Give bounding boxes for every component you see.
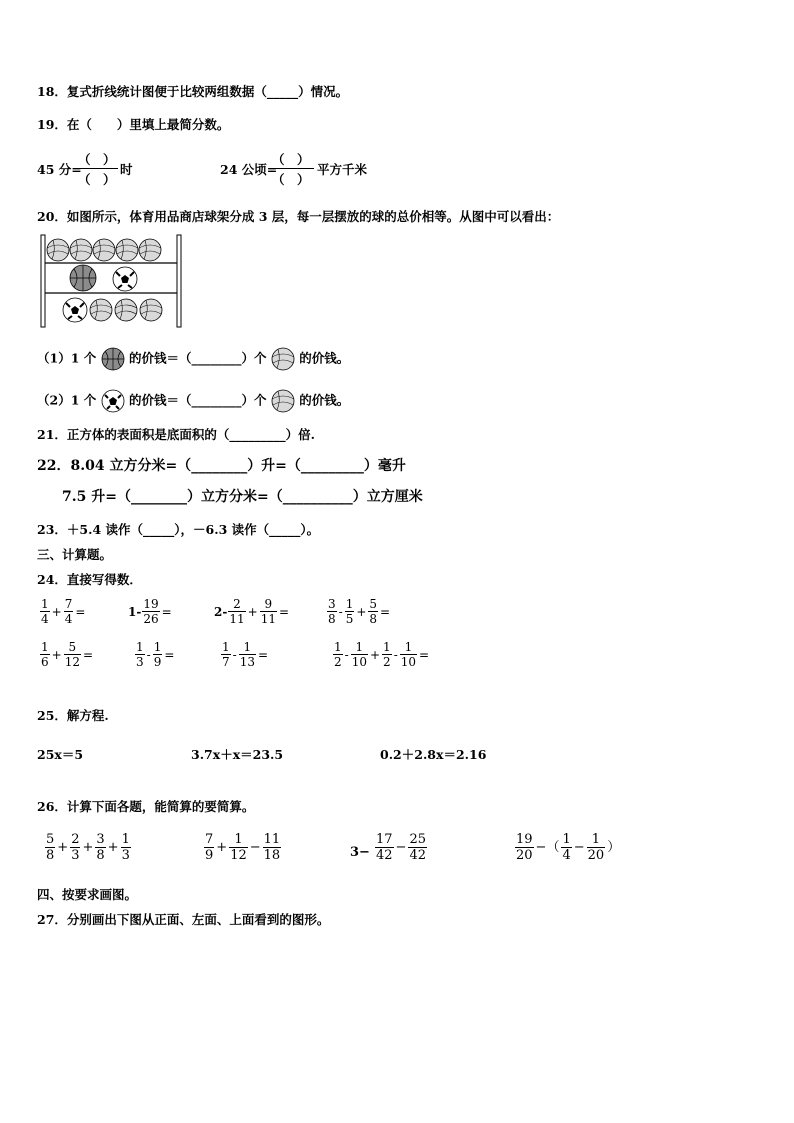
operator: + <box>82 840 94 855</box>
fraction <box>64 640 81 669</box>
fraction <box>260 597 277 626</box>
answer-blank[interactable]: _________ <box>300 458 364 474</box>
answer-blank[interactable]: _____ <box>266 84 299 99</box>
equals-sign: = <box>164 647 175 662</box>
math-expression <box>44 832 132 863</box>
numerator: 1 <box>404 640 413 654</box>
denominator: 10 <box>351 655 367 669</box>
equals-sign: = <box>257 647 269 662</box>
denominator: 3 <box>121 848 130 863</box>
denominator: 7 <box>222 655 230 669</box>
q19-a-unit: 时 <box>120 162 133 177</box>
denominator: 4 <box>562 848 571 863</box>
operator: - <box>344 647 349 662</box>
math-expression <box>128 597 173 626</box>
operator: ） <box>607 840 621 855</box>
operator: − <box>395 840 407 855</box>
fraction <box>64 597 74 626</box>
operator: + <box>356 604 367 619</box>
fraction <box>239 640 256 669</box>
numerator: 1 <box>562 832 571 847</box>
basketball-icon <box>70 265 96 291</box>
answer-blank[interactable]: ________ <box>191 392 242 408</box>
question-20-sub2: （2）1 个 的价钱＝（________）个 的价钱。 <box>37 389 349 413</box>
question-18: 18．复式折线统计图便于比较两组数据（_____）情况。 <box>37 84 349 99</box>
q19-b-numerator-blank[interactable]: （ ） <box>272 152 310 167</box>
numerator: 19 <box>143 597 159 611</box>
soccer-ball-icon <box>63 298 87 322</box>
volleyball-icon <box>116 239 138 261</box>
math-expression <box>374 832 428 863</box>
fraction <box>45 832 55 863</box>
fraction <box>142 597 159 626</box>
fraction <box>153 640 163 669</box>
ball-rack-figure <box>38 233 184 329</box>
answer-blank[interactable]: _____ <box>269 522 301 537</box>
answer-blank[interactable]: _____ <box>143 522 175 537</box>
fraction <box>351 640 368 669</box>
question-20-sub1: （1）1 个 的价钱＝（________）个 的价钱。 <box>37 347 349 371</box>
fraction <box>400 640 417 669</box>
numerator: 1 <box>41 640 49 654</box>
denominator: 8 <box>96 848 105 863</box>
fraction <box>327 597 337 626</box>
numerator: 1 <box>355 640 364 654</box>
equals-sign: = <box>161 604 172 619</box>
fraction <box>368 597 378 626</box>
answer-blank[interactable]: __________ <box>282 489 353 505</box>
operator: + <box>216 840 228 855</box>
numerator: 5 <box>68 640 77 654</box>
answer-blank[interactable]: ________ <box>191 350 242 366</box>
denominator: 4 <box>64 612 73 626</box>
equals-sign: = <box>419 647 430 662</box>
answer-blank[interactable]: _________ <box>229 427 286 442</box>
denominator: 3 <box>71 848 80 863</box>
volleyball-icon <box>140 299 162 321</box>
numerator: 5 <box>46 832 55 847</box>
fraction <box>228 597 245 626</box>
numerator: 1 <box>41 597 49 611</box>
equals-sign: = <box>82 647 94 662</box>
fraction-bar <box>272 168 314 169</box>
denominator: 11 <box>260 612 276 626</box>
question-24: 24．直接写得数． <box>37 572 142 587</box>
fraction <box>95 832 105 863</box>
operator: - <box>232 647 237 662</box>
math-expression <box>39 597 86 626</box>
section-heading-drawing: 四、按要求画图。 <box>37 887 138 902</box>
denominator: 3 <box>136 655 144 669</box>
math-expression <box>220 640 269 669</box>
denominator: 18 <box>263 848 281 863</box>
equals-sign: = <box>278 604 290 619</box>
operator: + <box>51 604 62 619</box>
question-21: 21．正方体的表面积是底面积的（_________）倍. <box>37 427 316 442</box>
answer-blank[interactable]: ________ <box>191 458 248 474</box>
soccer-ball-icon <box>101 389 125 413</box>
question-26: 26．计算下面各题，能简算的要简算。 <box>37 799 255 814</box>
fraction <box>221 640 231 669</box>
fraction <box>40 597 50 626</box>
operator: − <box>249 840 261 855</box>
fraction <box>587 832 606 863</box>
math-expression <box>214 597 290 626</box>
fraction <box>561 832 571 863</box>
operator: + <box>57 840 69 855</box>
operator: −（ <box>535 840 560 855</box>
fraction-bar <box>78 168 118 169</box>
denominator: 42 <box>376 848 393 863</box>
numerator: 3 <box>96 832 105 847</box>
operator: + <box>369 647 381 662</box>
denominator: 4 <box>41 612 49 626</box>
question-23: 23．＋5.4 读作（_____），－6.3 读作（_____）。 <box>37 522 320 537</box>
fraction <box>204 832 214 863</box>
answer-blank[interactable]: ________ <box>130 489 187 505</box>
math-expression <box>39 640 94 669</box>
operator: - <box>146 647 151 662</box>
denominator: 11 <box>229 612 245 626</box>
numerator: 9 <box>264 597 273 611</box>
q19-a-denominator-blank[interactable]: （ ） <box>78 172 116 187</box>
fraction <box>382 640 392 669</box>
volleyball-icon <box>271 389 295 413</box>
numerator: 1 <box>234 832 243 847</box>
fraction <box>70 832 80 863</box>
question-27: 27．分别画出下图从正面、左面、上面看到的图形。 <box>37 912 330 927</box>
volleyball-icon <box>93 239 115 261</box>
fraction <box>345 597 355 626</box>
volleyball-icon <box>115 299 137 321</box>
numerator: 17 <box>376 832 393 847</box>
soccer-ball-icon <box>113 267 137 291</box>
denominator: 8 <box>46 848 55 863</box>
equals-sign: = <box>75 604 86 619</box>
operator: - <box>393 647 398 662</box>
operator: + <box>247 604 258 619</box>
denominator: 20 <box>587 848 605 863</box>
numerator: 1 <box>222 640 230 654</box>
expr3-prefix: 3− <box>350 845 370 860</box>
denominator: 2 <box>334 655 342 669</box>
operator: + <box>107 840 119 855</box>
numerator: 1 <box>121 832 130 847</box>
fraction <box>121 832 131 863</box>
volleyball-icon <box>139 239 161 261</box>
denominator: 20 <box>516 848 533 863</box>
question-20: 20．如图所示，体育用品商店球架分成 3 层，每一层摆放的球的总价相等。从图中可以看出： <box>37 209 560 224</box>
operator: − <box>573 840 585 855</box>
numerator: 25 <box>409 832 426 847</box>
denominator: 6 <box>41 655 49 669</box>
numerator: 3 <box>328 597 336 611</box>
math-expression <box>326 597 391 626</box>
numerator: 1 <box>383 640 391 654</box>
denominator: 8 <box>328 612 336 626</box>
volleyball-icon <box>47 239 69 261</box>
question-19: 19．在（ ）里填上最简分数。 <box>37 117 230 132</box>
operator: - <box>338 604 343 619</box>
equation-1: 25x＝5 <box>37 747 84 762</box>
equation-2: 3.7x＋x＝23.5 <box>191 747 284 762</box>
numerator: 7 <box>64 597 73 611</box>
volleyball-icon <box>90 299 112 321</box>
denominator: 12 <box>230 848 247 863</box>
denominator: 9 <box>205 848 214 863</box>
math-expression <box>134 640 175 669</box>
q19-b-denominator-blank[interactable]: （ ） <box>272 172 310 187</box>
numerator: 1 <box>243 640 252 654</box>
denominator: 2 <box>383 655 391 669</box>
denominator: 9 <box>153 655 162 669</box>
volleyball-icon <box>271 347 295 371</box>
fraction <box>135 640 145 669</box>
fraction <box>515 832 534 863</box>
math-expression <box>203 832 282 863</box>
volleyball-icon <box>70 239 92 261</box>
numerator: 5 <box>369 597 378 611</box>
q19-part-b-label: 24 公顷= <box>220 162 278 177</box>
denominator: 13 <box>239 655 255 669</box>
question-22-line1: 22．8.04 立方分米=（________）升=（_________）毫升 <box>37 458 406 474</box>
operator: + <box>51 647 62 662</box>
expression-prefix: 2- <box>214 604 228 619</box>
math-expression <box>332 640 430 669</box>
fraction <box>263 832 282 863</box>
q19-b-unit: 平方千米 <box>317 162 368 177</box>
math-expression <box>514 832 621 863</box>
expression-prefix: 1- <box>128 604 142 619</box>
section-heading-calculation: 三、计算题。 <box>37 547 113 562</box>
fraction <box>333 640 343 669</box>
fraction <box>375 832 394 863</box>
equals-sign: = <box>380 604 391 619</box>
numerator: 1 <box>153 640 162 654</box>
q19-a-numerator-blank[interactable]: （ ） <box>78 152 116 167</box>
numerator: 1 <box>136 640 144 654</box>
q19-part-a-label: 45 分= <box>37 162 82 177</box>
fraction <box>229 832 248 863</box>
numerator: 19 <box>516 832 533 847</box>
denominator: 12 <box>64 655 80 669</box>
basketball-icon <box>101 347 125 371</box>
question-22-line2: 7.5 升=（________）立方分米=（__________）立方厘米 <box>62 489 423 505</box>
numerator: 1 <box>591 832 601 847</box>
denominator: 26 <box>143 612 159 626</box>
question-25: 25．解方程. <box>37 708 109 723</box>
denominator: 42 <box>409 848 426 863</box>
numerator: 1 <box>345 597 354 611</box>
numerator: 11 <box>263 832 281 847</box>
denominator: 10 <box>400 655 417 669</box>
numerator: 2 <box>233 597 241 611</box>
fraction <box>40 640 50 669</box>
numerator: 2 <box>71 832 80 847</box>
denominator: 8 <box>369 612 378 626</box>
equation-3: 0.2＋2.8x＝2.16 <box>380 747 487 762</box>
denominator: 5 <box>345 612 354 626</box>
numerator: 1 <box>334 640 342 654</box>
numerator: 7 <box>205 832 214 847</box>
fraction <box>408 832 427 863</box>
